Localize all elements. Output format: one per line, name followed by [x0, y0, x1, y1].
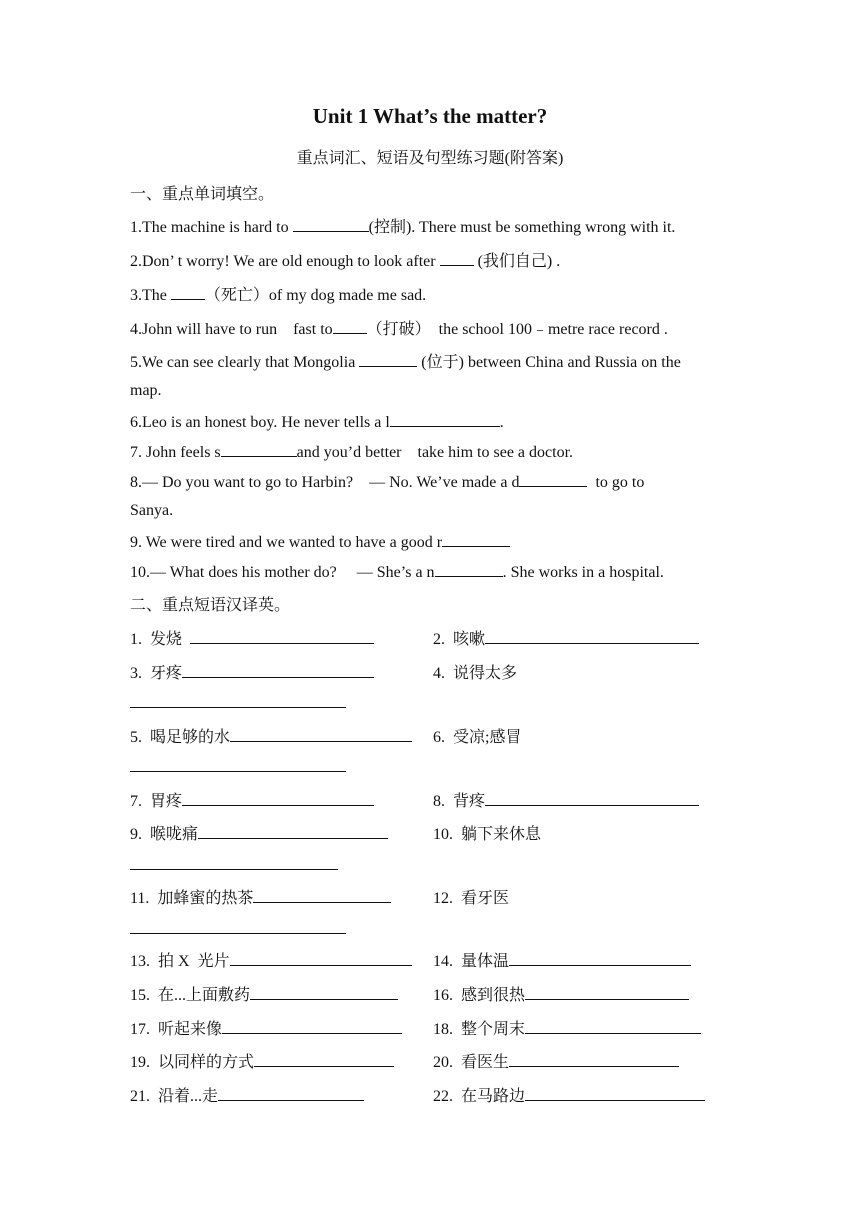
- question-5-continued: map.: [130, 382, 162, 399]
- answer-blank[interactable]: [190, 629, 374, 644]
- phrase-item: 20. 看医生: [433, 1049, 679, 1072]
- answer-blank[interactable]: [221, 442, 297, 457]
- answer-blank[interactable]: [218, 1086, 364, 1101]
- phrase-item: 16. 感到很热: [433, 982, 689, 1005]
- answer-blank[interactable]: [509, 951, 691, 966]
- phrase-item: 7. 胃疼: [130, 788, 374, 811]
- answer-blank[interactable]: [130, 869, 338, 870]
- answer-blank[interactable]: [509, 1052, 679, 1067]
- answer-blank[interactable]: [333, 319, 367, 334]
- answer-blank[interactable]: [519, 472, 587, 487]
- page-title: Unit 1 What’s the matter?: [312, 104, 548, 128]
- answer-blank[interactable]: [182, 663, 374, 678]
- question-7: 7. John feels s and you’d better take him to see a doctor.: [130, 444, 574, 461]
- phrase-item: 14. 量体温: [433, 948, 691, 971]
- answer-blank[interactable]: [525, 1086, 705, 1101]
- phrase-item: 8. 背疼: [433, 788, 699, 811]
- question-2: 2.Don’ t worry! We are old enough to look after (我们自己) .: [130, 253, 561, 270]
- question-5: 5.We can see clearly that Mongolia (位于) between China and Russia on the: [130, 354, 681, 371]
- answer-blank[interactable]: [440, 251, 474, 266]
- question-1: 1.The machine is hard to (控制). There must be something wrong with it.: [130, 219, 676, 236]
- answer-blank[interactable]: [390, 412, 500, 427]
- phrase-item: 12. 看牙医: [433, 890, 510, 907]
- question-10: 10.— What does his mother do? — She’s a n . She works in a hospital.: [130, 564, 664, 581]
- answer-blank[interactable]: [525, 985, 689, 1000]
- phrase-item: 21. 沿着...走: [130, 1083, 364, 1106]
- phrase-item: 19. 以同样的方式: [130, 1049, 394, 1072]
- phrase-item: 9. 喉咙痛: [130, 821, 388, 844]
- phrase-item: 22. 在马路边: [433, 1083, 705, 1106]
- question-6: 6.Leo is an honest boy. He never tells a l .: [130, 414, 504, 431]
- phrase-item: 17. 听起来像: [130, 1016, 402, 1039]
- answer-blank[interactable]: [230, 951, 412, 966]
- answer-blank[interactable]: [253, 888, 391, 903]
- answer-blank[interactable]: [485, 791, 699, 806]
- phrase-item: 3. 牙疼: [130, 660, 374, 683]
- phrase-item: 2. 咳嗽: [433, 626, 699, 649]
- answer-blank[interactable]: [182, 791, 374, 806]
- phrase-item: 18. 整个周末: [433, 1016, 701, 1039]
- answer-blank[interactable]: [525, 1019, 701, 1034]
- phrase-item: 15. 在...上面敷药: [130, 982, 398, 1005]
- section-heading-2: 二、重点短语汉译英。: [130, 597, 291, 614]
- answer-blank[interactable]: [442, 532, 510, 547]
- answer-blank[interactable]: [485, 629, 699, 644]
- phrase-item: 4. 说得太多: [433, 665, 518, 682]
- phrase-item: 13. 拍 X 光片: [130, 948, 412, 971]
- answer-blank[interactable]: [230, 727, 412, 742]
- answer-blank[interactable]: [222, 1019, 402, 1034]
- answer-blank[interactable]: [198, 824, 388, 839]
- answer-blank[interactable]: [130, 707, 346, 708]
- question-8: 8.— Do you want to go to Harbin? — No. We’ve made a d to go to: [130, 474, 645, 491]
- answer-blank[interactable]: [293, 217, 369, 232]
- section-heading-1: 一、重点单词填空。: [130, 186, 275, 203]
- phrase-item: 10. 躺下来休息: [433, 826, 542, 843]
- answer-blank[interactable]: [171, 285, 205, 300]
- answer-blank[interactable]: [130, 771, 346, 772]
- question-8-continued: Sanya.: [130, 502, 174, 519]
- question-9: 9. We were tired and we wanted to have a good r: [130, 532, 510, 552]
- answer-blank[interactable]: [359, 352, 417, 367]
- phrase-item: 1. 发烧: [130, 626, 374, 649]
- question-3: 3.The （死亡）of my dog made me sad.: [130, 287, 427, 304]
- phrase-item: 11. 加蜂蜜的热茶: [130, 885, 391, 908]
- phrase-item: 6. 受凉;感冒: [433, 729, 522, 746]
- phrase-item: 5. 喝足够的水: [130, 724, 412, 747]
- answer-blank[interactable]: [250, 985, 398, 1000]
- page-subtitle: 重点词汇、短语及句型练习题(附答案): [296, 150, 564, 167]
- answer-blank[interactable]: [130, 933, 346, 934]
- answer-blank[interactable]: [435, 562, 503, 577]
- question-4: 4.John will have to run fast to （打破） the school 100﹣metre race record .: [130, 321, 668, 338]
- answer-blank[interactable]: [254, 1052, 394, 1067]
